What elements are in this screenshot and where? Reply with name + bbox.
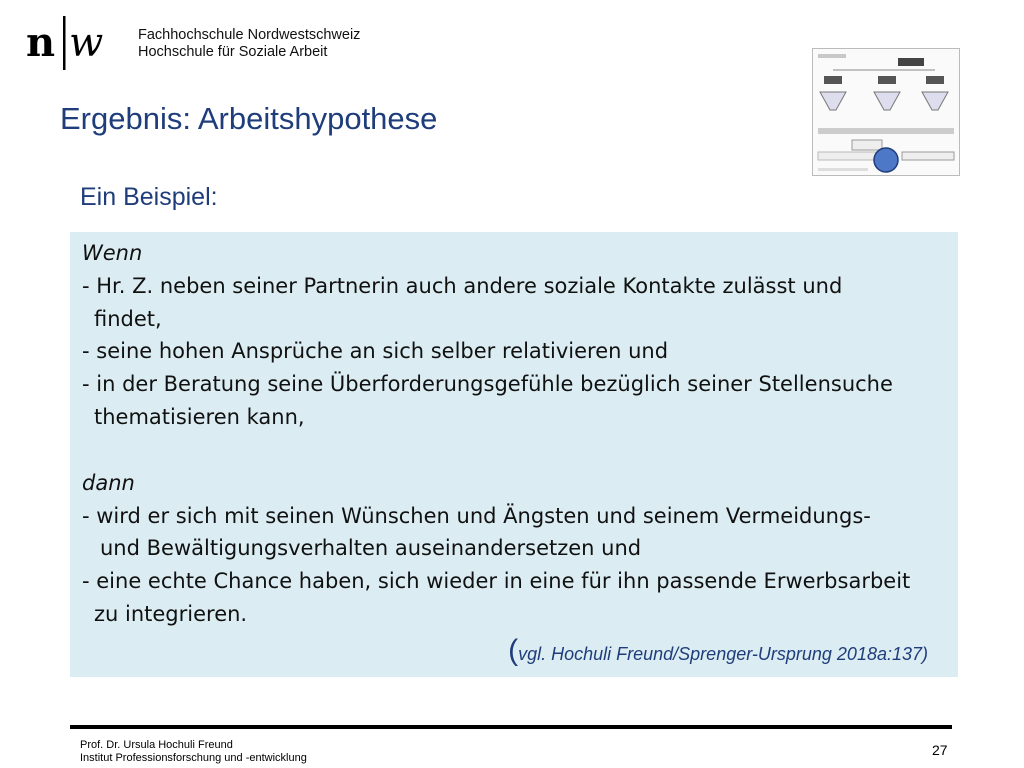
condition-line: findet, bbox=[94, 307, 162, 331]
citation bbox=[508, 634, 928, 668]
fhnw-logo bbox=[26, 14, 121, 72]
consequence-line: - eine echte Chance haben, sich wieder in eine für ihn passende Erwerbsarbeit bbox=[82, 569, 911, 593]
institution-name bbox=[138, 27, 360, 61]
citation-open-paren: ( bbox=[508, 634, 519, 667]
citation-text: vgl. Hochuli Freund/Sprenger-Ursprung 2018a:137) bbox=[518, 644, 928, 664]
footer-author-block bbox=[80, 739, 307, 765]
institution-line-2: Hochschule für Soziale Arbeit bbox=[138, 44, 328, 60]
heading-dann: dann bbox=[82, 471, 135, 495]
footer-divider bbox=[70, 725, 952, 729]
footer-author: Prof. Dr. Ursula Hochuli Freund bbox=[80, 739, 233, 751]
svg-text:n: n bbox=[26, 19, 56, 66]
page-number: 27 bbox=[932, 742, 948, 758]
hypothesis-box bbox=[70, 232, 958, 677]
institution-line-1: Fachhochschule Nordwestschweiz bbox=[138, 27, 361, 43]
heading-wenn: Wenn bbox=[82, 241, 143, 265]
footer-institute: Institut Professionsforschung und -entwicklung bbox=[80, 752, 307, 764]
svg-text:w: w bbox=[69, 20, 104, 66]
condition-line: - in der Beratung seine Überforderungsgefühle bezüglich seiner Stellensuche bbox=[82, 372, 893, 396]
condition-line: - seine hohen Ansprüche an sich selber relativieren und bbox=[82, 339, 669, 363]
consequence-line: - wird er sich mit seinen Wünschen und Ängsten und seinem Vermeidungs- bbox=[82, 504, 871, 528]
consequence-line: zu integrieren. bbox=[94, 602, 248, 626]
consequence-line: und Bewältigungsverhalten auseinandersetzen und bbox=[100, 536, 642, 560]
condition-line: - Hr. Z. neben seiner Partnerin auch andere soziale Kontakte zulässt und bbox=[82, 274, 843, 298]
slide-title: Ergebnis: Arbeitshypothese bbox=[60, 101, 438, 136]
slide-subtitle: Ein Beispiel: bbox=[80, 183, 218, 211]
condition-line: thematisieren kann, bbox=[94, 405, 305, 429]
process-diagram-thumbnail bbox=[812, 48, 960, 176]
